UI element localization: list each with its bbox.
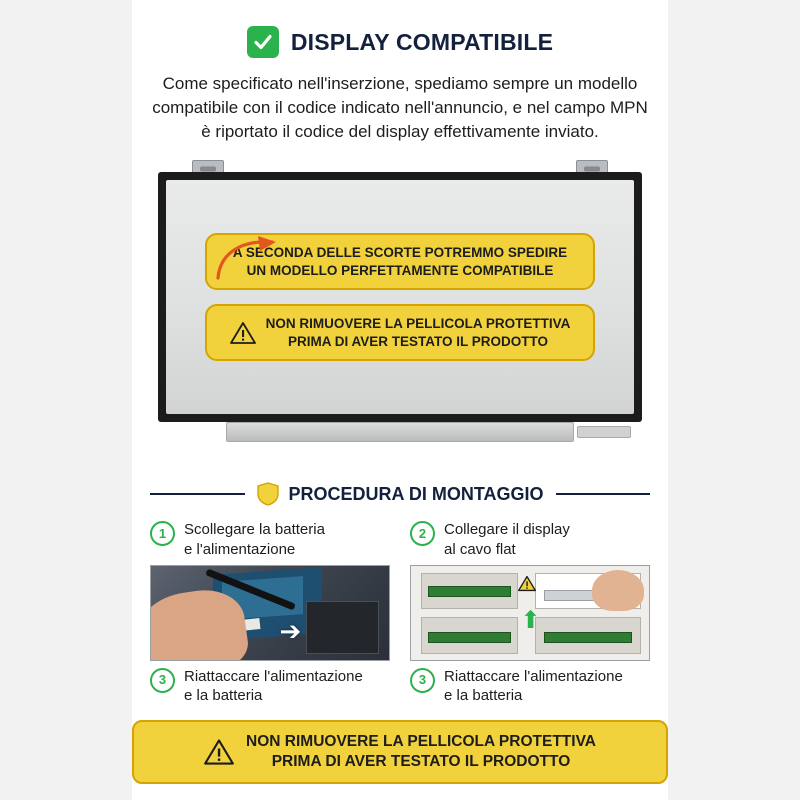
step-2-number: 2 xyxy=(410,521,435,546)
step-1-text xyxy=(150,520,390,558)
procedure-steps xyxy=(150,520,650,705)
step-2-text xyxy=(410,520,650,558)
procedure-title: PROCEDURA DI MONTAGGIO xyxy=(288,483,544,504)
step-2-line2: al cavo flat xyxy=(444,540,516,558)
finger-shape xyxy=(592,570,644,611)
panel-driver-board xyxy=(226,422,574,442)
right-rail xyxy=(668,0,800,800)
step-3-text xyxy=(150,667,390,705)
procedure-title-group xyxy=(257,482,544,506)
divider-left xyxy=(150,493,245,495)
flat-cable-4 xyxy=(544,632,632,643)
bottom-warning-line1: NON RIMUOVERE LA PELLICOLA PROTETTIVA xyxy=(246,733,596,751)
curved-arrow-icon xyxy=(214,232,284,282)
panel-bezel xyxy=(158,172,642,422)
film-warning-line2: PRIMA DI AVER TESTATO IL PRODOTTO xyxy=(287,333,548,349)
display-panel-illustration xyxy=(150,160,650,460)
green-up-arrow-icon: ⬆ xyxy=(520,606,541,634)
compatibility-notice-line2: UN MODELLO PERFETTAMENTE COMPATIBILE xyxy=(246,262,554,278)
step-4-text xyxy=(410,667,650,705)
panel-surface xyxy=(166,180,634,414)
step-1-photo xyxy=(150,565,390,661)
step-4-line1: Riattaccare l'alimentazione xyxy=(444,667,623,685)
shield-icon xyxy=(257,482,279,506)
battery-shape xyxy=(306,601,379,654)
step-3-number: 3 xyxy=(150,668,175,693)
step-2-photo xyxy=(410,565,650,661)
divider-right xyxy=(556,493,651,495)
mini-warning-triangle-icon xyxy=(518,575,536,592)
page-title: DISPLAY COMPATIBILE xyxy=(290,28,554,55)
step-1-line1: Scollegare la batteria xyxy=(184,521,325,539)
intro-paragraph: Come specificato nell'inserzione, spediamo sempre un modello compatibile con il codice indicato nell'annuncio, e nel campo MPN è riportato il codice del display effettivamente inviato. xyxy=(152,74,648,142)
white-arrow-icon: ➔ xyxy=(279,616,302,647)
film-warning-notice xyxy=(205,304,595,361)
flat-cable-2 xyxy=(428,632,511,643)
bottom-warning-banner xyxy=(132,720,668,784)
step-2-line1: Collegare il display xyxy=(444,521,570,539)
step-3-line1: Riattaccare l'alimentazione xyxy=(184,667,363,685)
film-warning-line1: NON RIMUOVERE LA PELLICOLA PROTETTIVA xyxy=(265,316,571,332)
compatibility-notice-line1: A SECONDA DELLE SCORTE POTREMMO SPEDIRE xyxy=(232,245,568,261)
procedure-section-header xyxy=(150,482,650,506)
check-icon xyxy=(247,26,279,58)
flat-cable-1 xyxy=(428,586,511,597)
step-4-number: 3 xyxy=(410,668,435,693)
header xyxy=(132,0,668,58)
step-1-line2: e l'alimentazione xyxy=(184,540,296,558)
step-4-line2: e la batteria xyxy=(444,686,523,704)
step-3-line2: e la batteria xyxy=(184,686,263,704)
left-rail xyxy=(0,0,132,800)
warning-triangle-icon xyxy=(204,738,234,766)
step-1-number: 1 xyxy=(150,521,175,546)
warning-triangle-icon xyxy=(230,321,256,345)
content-column xyxy=(132,0,668,800)
bottom-warning-line2: PRIMA DI AVER TESTATO IL PRODOTTO xyxy=(271,753,571,771)
